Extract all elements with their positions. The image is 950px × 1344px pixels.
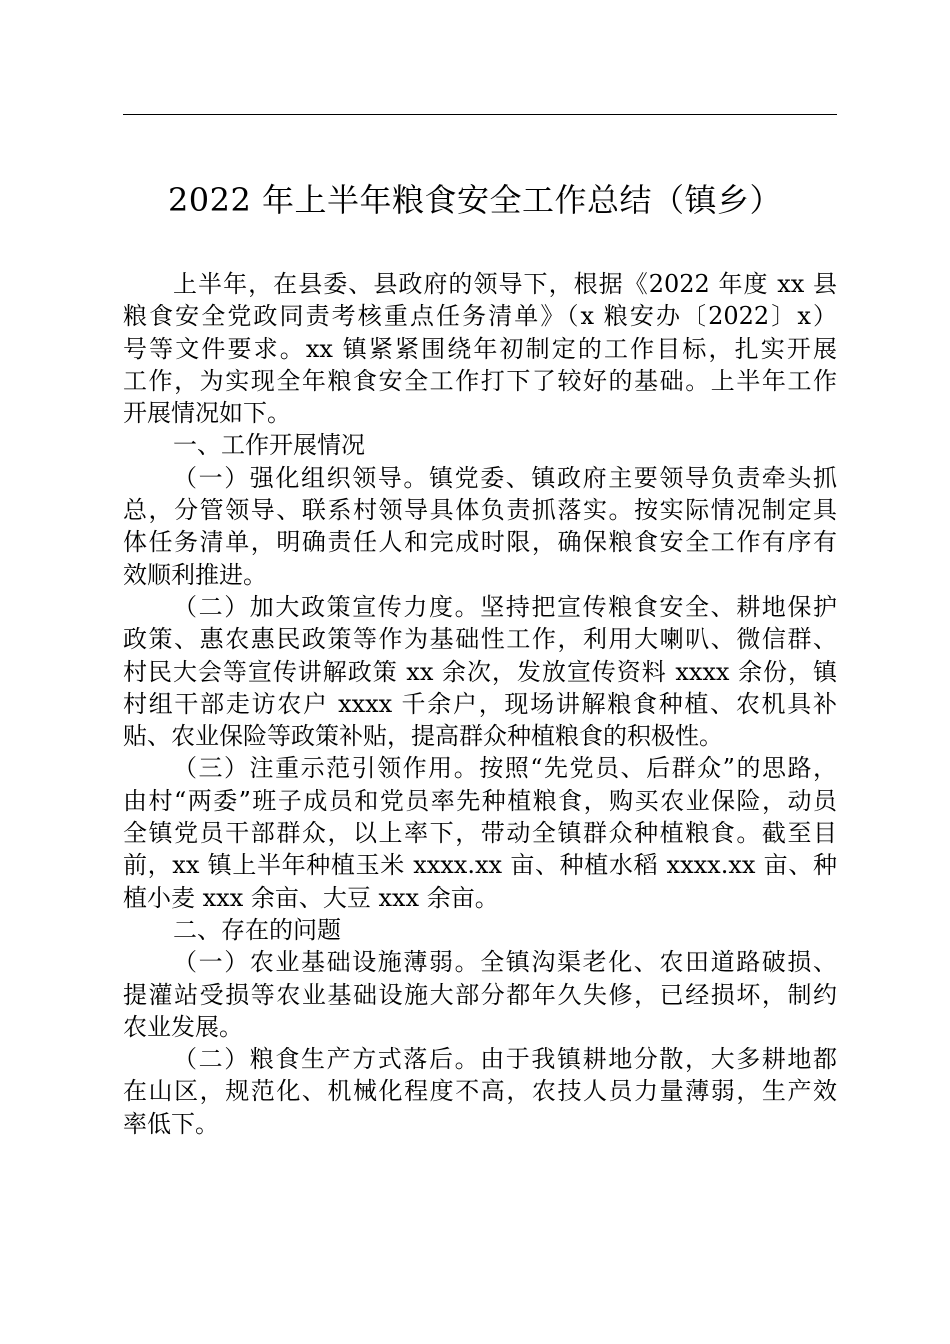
paragraph-1-2	[123, 591, 837, 752]
paragraph-1-1	[123, 462, 837, 591]
text-line: 在山区，规范化、机械化程度不高，农技人员力量薄弱，生产效	[123, 1077, 837, 1106]
text-line: 开展情况如下。	[123, 399, 291, 428]
header-rule	[123, 114, 837, 115]
paragraph-2-1	[123, 946, 837, 1043]
text-line: 全镇党员干部群众，以上率下，带动全镇群众种植粮食。截至目	[123, 819, 837, 848]
section-heading: 二、存在的问题	[173, 915, 341, 944]
text-line: 总，分管领导、联系村领导具体负责抓落实。按实际情况制定具	[123, 496, 837, 525]
section-heading-2	[123, 914, 837, 946]
document-body	[123, 268, 837, 1140]
document-title: 2022 年上半年粮食安全工作总结（镇乡）	[167, 181, 783, 219]
text-line: 农业发展。	[123, 1012, 243, 1041]
text-line: 贴、农业保险等政策补贴，提高群众种植粮食的积极性。	[123, 722, 723, 751]
text-line: 政策、惠农惠民政策等作为基础性工作，利用大喇叭、微信群、	[123, 625, 837, 654]
text-line: 由村“两委”班子成员和党员率先种植粮食，购买农业保险，动员	[123, 786, 837, 815]
paragraph-2-2	[123, 1043, 837, 1140]
text-line: （一）强化组织领导。镇党委、镇政府主要领导负责牵头抓	[173, 463, 837, 492]
text-line: 率低下。	[123, 1109, 219, 1138]
text-line: 提灌站受损等农业基础设施大部分都年久失修，已经损坏，制约	[123, 980, 837, 1009]
text-line: 上半年，在县委、县政府的领导下，根据《2022 年度 xx 县	[173, 270, 837, 298]
section-heading: 一、工作开展情况	[173, 431, 365, 460]
text-line: （二）加大政策宣传力度。坚持把宣传粮食安全、耕地保护	[173, 592, 837, 621]
text-line: 号等文件要求。xx 镇紧紧围绕年初制定的工作目标，扎实开展	[123, 334, 837, 363]
text-line: 村组干部走访农户 xxxx 千余户，现场讲解粮食种植、农机具补	[123, 689, 837, 718]
section-heading-1	[123, 429, 837, 461]
text-line: 前，xx 镇上半年种植玉米 xxxx.xx 亩、种植水稻 xxxx.xx 亩、种	[123, 851, 837, 880]
text-line: 植小麦 xxx 余亩、大豆 xxx 余亩。	[123, 883, 499, 912]
text-line: （三）注重示范引领作用。按照“先党员、后群众”的思路，	[173, 754, 837, 783]
text-line: （二）粮食生产方式落后。由于我镇耕地分散，大多耕地都	[173, 1045, 837, 1074]
text-line: 工作，为实现全年粮食安全工作打下了较好的基础。上半年工作	[123, 366, 837, 395]
text-line: 体任务清单，明确责任人和完成时限，确保粮食安全工作有序有	[123, 528, 837, 557]
intro-paragraph	[123, 268, 837, 429]
text-line: 村民大会等宣传讲解政策 xx 余次，发放宣传资料 xxxx 余份，镇	[123, 657, 837, 686]
text-line: 效顺利推进。	[123, 560, 267, 589]
text-line: 粮食安全党政同责考核重点任务清单》（x 粮安办〔2022〕x）	[123, 302, 837, 331]
text-line: （一）农业基础设施薄弱。全镇沟渠老化、农田道路破损、	[173, 948, 837, 977]
paragraph-1-3	[123, 752, 837, 913]
